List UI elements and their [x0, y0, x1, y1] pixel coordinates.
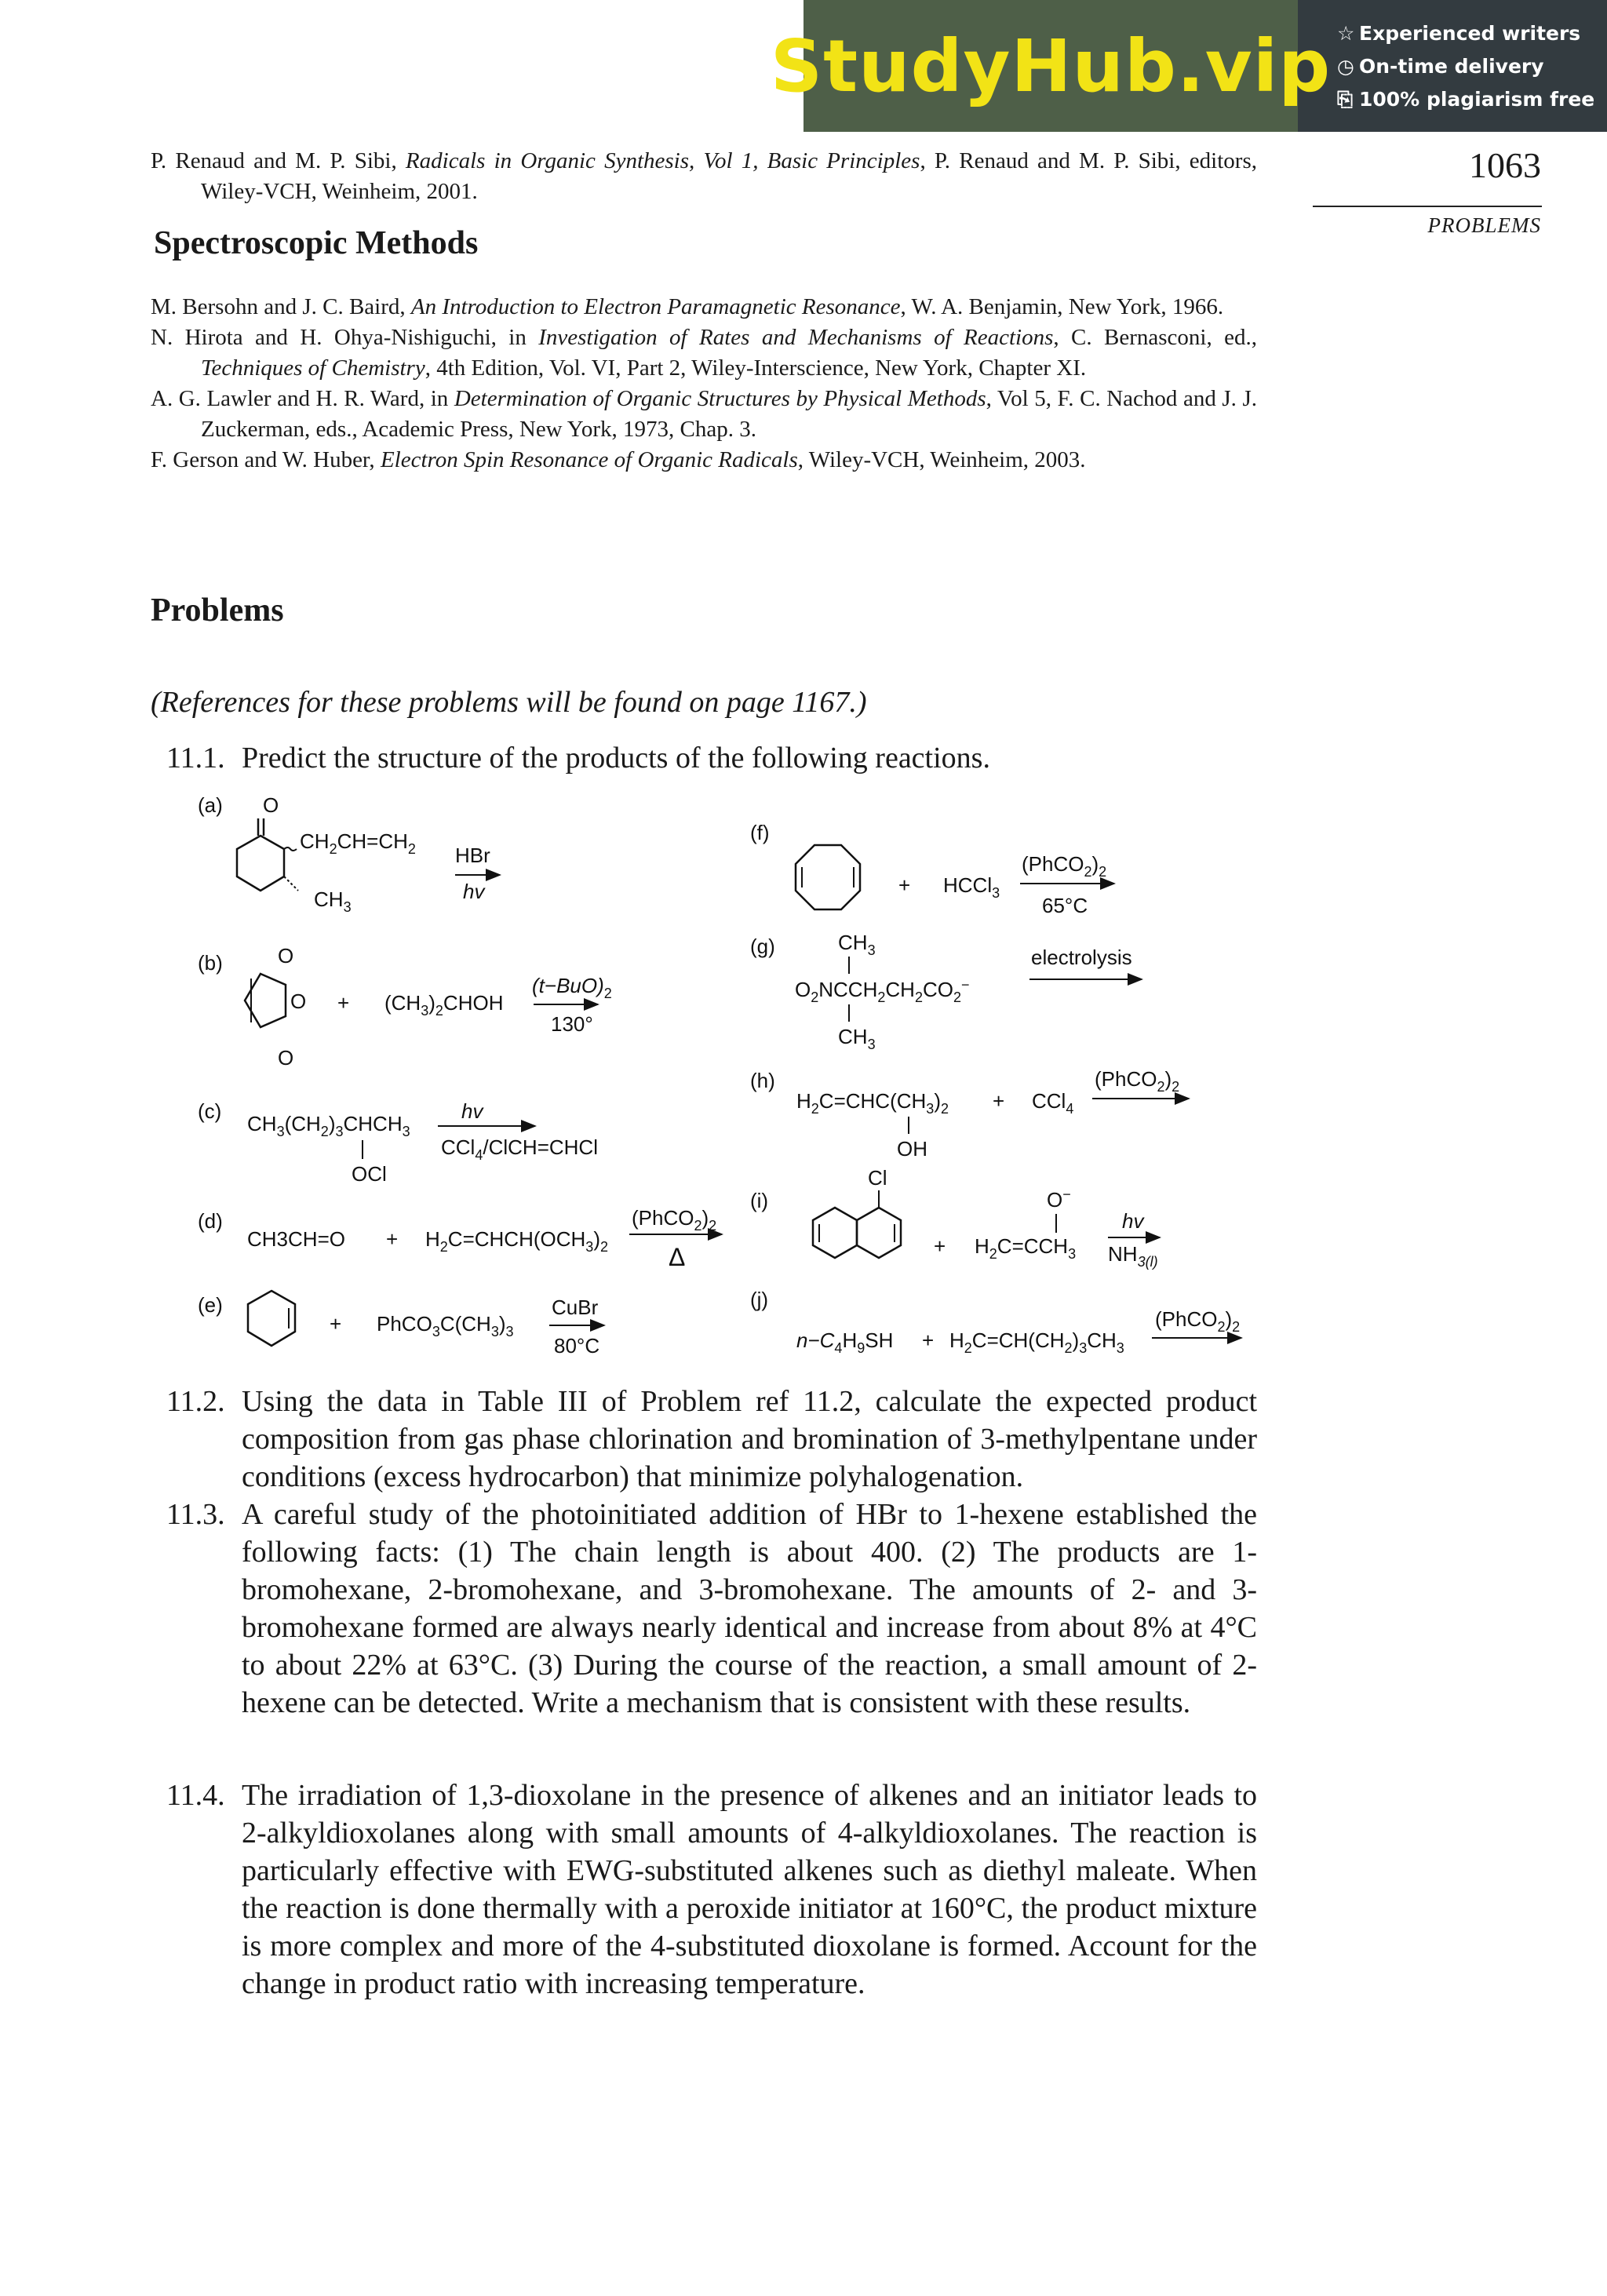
document-check-icon: ⎘ — [1337, 88, 1354, 111]
clock-icon: ◷ — [1337, 55, 1354, 78]
svg-text:hv: hv — [1122, 1209, 1144, 1233]
studyhub-banner[interactable] — [770, 0, 1607, 132]
svg-text:(g): (g) — [750, 935, 775, 958]
running-head: PROBLEMS — [1427, 213, 1541, 237]
svg-text:CH3: $CH_3$ — [838, 1025, 876, 1052]
problem-11-2: 11.2. Using the data in Table III of Problem ref 11.2, calculate the expected product composition from gas phase chlorination and bromination of 3-methylpentane under conditions (excess hydrocarbon) that minimize polyhalogenation. — [166, 1385, 1257, 1493]
studyhub-logo[interactable]: StudyHub.vip — [804, 0, 1298, 132]
svg-text:O: O — [278, 1046, 294, 1070]
svg-text:n−C4H9SH: $n-C_4H_9SH$ — [796, 1328, 894, 1356]
svg-text:O: O — [278, 944, 294, 968]
header-rule — [1313, 206, 1542, 207]
reference-item: N. Hirota and H. Ohya-Nishiguchi, in Investigation of Rates and Mechanisms of Reactions, C. Bernasconi, ed., Techniques of Chemistry, 4th Edition, Vol. VI, Part 2, Wiley-Interscience, New York, Chapter XI. — [151, 325, 1257, 381]
svg-text:80°C: 80°C — [554, 1334, 600, 1358]
svg-text:hv: hv — [463, 880, 485, 903]
banner-feature: ◷ On-time delivery — [1337, 50, 1594, 83]
svg-text:CH3: $CH_3$ — [838, 931, 876, 958]
reaction-d — [198, 1206, 722, 1271]
banner-features — [1337, 17, 1594, 116]
svg-text:Δ: Δ — [669, 1243, 686, 1271]
svg-text:+: + — [922, 1328, 935, 1352]
svg-text:HCCl3: HCCl$_3$ — [943, 873, 1000, 901]
section-heading-spectroscopic: Spectroscopic Methods — [154, 225, 479, 261]
svg-text:H2C=CH(CH2)3CH3: $H_2C=CH(CH_2)_3CH_3$ — [949, 1328, 1124, 1356]
problems-intro: (References for these problems will be found on page 1167.) — [151, 686, 867, 719]
svg-text:OCl: OCl — [352, 1162, 387, 1186]
banner-feature: ⎘ 100% plagiarism free — [1337, 83, 1594, 116]
reaction-h — [750, 1067, 1189, 1161]
svg-text:+: + — [386, 1227, 399, 1251]
svg-text:(PhCO2)2: $(PhCO_2)_2$ — [1095, 1067, 1180, 1095]
svg-text:(e): (e) — [198, 1293, 223, 1317]
svg-text:CH2CH=CH2: $CH_2CH=CH_2$ — [300, 829, 416, 857]
svg-text:(j): (j) — [750, 1288, 769, 1311]
svg-text:electrolysis: electrolysis — [1031, 946, 1132, 969]
reaction-g — [750, 931, 1142, 1052]
reference-item: F. Gerson and W. Huber, Electron Spin Resonance of Organic Radicals, Wiley-VCH, Weinheim, 2003. — [151, 447, 1086, 472]
svg-text:(CH3)2CHOH: $(CH_3)_2CHOH$ — [384, 991, 504, 1019]
svg-text:(f): (f) — [750, 821, 770, 844]
problem-11-3: 11.3. A careful study of the photoinitiated addition of HBr to 1-hexene established the following facts: (1) The chain length is about 400. (2) The products are 1-bromohexane, 2-bromohexane, and 3-bromohexane. The amounts of 2- and 3-bromohexane formed are always nearly identical and increase from about 8% at 4°C to about 22% at 63°C. (3) During the course of the reaction, a small amount of 2-hexene can be detected. Write a mechanism that is consistent with these results. — [166, 1498, 1257, 1719]
svg-text:(d): (d) — [198, 1209, 223, 1233]
svg-text:CCl4: CCl$_4$ — [1032, 1089, 1074, 1117]
svg-text:O2NCCH2CH2CO2−: $O_2NCCH_2CH_2CO_2^-$ — [795, 977, 970, 1005]
problem-11-4: 11.4. The irradiation of 1,3-dioxolane in the presence of alkenes and an initiator leads to 2-alkyldioxolanes along with small amounts of 4-alkyldioxolanes. The reaction is particularly effective with EWG-substituted alkenes such as diethyl maleate. When the reaction is done thermally with a peroxide initiator at 160°C, the product mixture is more complex and more of the 4-substituted dioxolane is formed. Account for the change in product ratio with increasing temperature. — [166, 1779, 1257, 2000]
reaction-e — [198, 1291, 604, 1358]
svg-text:(PhCO2)2: $(PhCO_2)_2$ — [632, 1206, 717, 1234]
reference-item: A. G. Lawler and H. R. Ward, in Determination of Organic Structures by Physical Methods, Vol 5, F. C. Nachod and J. J. Zuckerman, eds., Academic Press, New York, 1973, Chap. 3. — [151, 386, 1257, 442]
svg-text:130°: 130° — [551, 1012, 593, 1036]
svg-text:CuBr: CuBr — [552, 1296, 599, 1319]
svg-text:CH3CH=O: CH3CH=O — [247, 1227, 345, 1251]
section-heading-problems: Problems — [151, 592, 284, 629]
svg-text:H2C=CHCH(OCH3)2: $H_2C=CHCH(OCH_3)_2$ — [425, 1227, 608, 1255]
svg-text:hv: hv — [461, 1099, 483, 1123]
reaction-i — [750, 1166, 1160, 1270]
svg-text:CCl4/ClCH=CHCl: CCl$_4$/ClCH=CHCl — [441, 1135, 598, 1163]
reference-list — [151, 292, 1257, 476]
svg-text:H2C=CHC(CH3)2: $H_2C=CHC(CH_3)_2$ — [796, 1089, 949, 1117]
svg-text:CH3(CH2)3CHCH3: $CH_3(CH_2)_3CHCH_3$ — [247, 1112, 410, 1139]
problem-11-1: 11.1. Predict the structure of the products of the following reactions. — [166, 742, 990, 774]
svg-text:Cl: Cl — [868, 1166, 887, 1190]
reaction-b — [198, 944, 612, 1070]
svg-text:O: O — [290, 989, 307, 1013]
star-icon: ☆ — [1337, 22, 1355, 45]
reaction-f — [750, 821, 1114, 917]
svg-text:+: + — [993, 1089, 1005, 1113]
svg-text:O: O — [263, 793, 279, 817]
svg-text:CH3: $CH_3$ — [314, 887, 352, 915]
svg-text:HBr: HBr — [455, 844, 490, 867]
svg-text:(a): (a) — [198, 793, 223, 817]
svg-text:PhCO3C(CH3)3: $PhCO_3C(CH_3)_3$ — [377, 1312, 514, 1339]
svg-text:+: + — [898, 873, 911, 897]
svg-text:(PhCO2)2: $(PhCO_2)_2$ — [1155, 1307, 1241, 1335]
svg-text:(h): (h) — [750, 1069, 775, 1092]
svg-text:(t−BuO)2: $(t-BuO)_2$ — [532, 974, 612, 1001]
page-number: 1063 — [1469, 145, 1541, 185]
reaction-c — [198, 1099, 598, 1186]
svg-text:+: + — [337, 991, 350, 1015]
svg-text:OH: OH — [897, 1137, 927, 1161]
svg-text:(PhCO2)2: $(PhCO_2)_2$ — [1022, 852, 1107, 880]
svg-text:(i): (i) — [750, 1189, 769, 1212]
svg-text:65°C: 65°C — [1042, 894, 1088, 917]
reference-item: M. Bersohn and J. C. Baird, An Introduction to Electron Paramagnetic Resonance, W. A. Benjamin, New York, 1966. — [151, 294, 1224, 319]
reaction-j — [750, 1288, 1241, 1356]
reaction-a — [198, 793, 500, 915]
svg-text:+: + — [330, 1312, 342, 1336]
svg-text:(b): (b) — [198, 951, 223, 975]
svg-text:+: + — [934, 1234, 946, 1258]
reaction-scheme — [188, 789, 1271, 1361]
reference-top: P. Renaud and M. P. Sibi, Radicals in Organic Synthesis, Vol 1, Basic Principles, P. Renaud and M. P. Sibi, editors, Wiley-VCH, Weinheim, 2001. — [151, 148, 1257, 204]
svg-text:H2C=CCH3: $H_2C=CCH_3$ — [975, 1234, 1077, 1262]
banner-feature: ☆ Experienced writers — [1337, 17, 1594, 50]
svg-text:O−: O− — [1047, 1186, 1071, 1212]
svg-text:(c): (c) — [198, 1099, 222, 1123]
svg-text:NH3(l): $NH_{3(l)}$ — [1108, 1242, 1158, 1270]
